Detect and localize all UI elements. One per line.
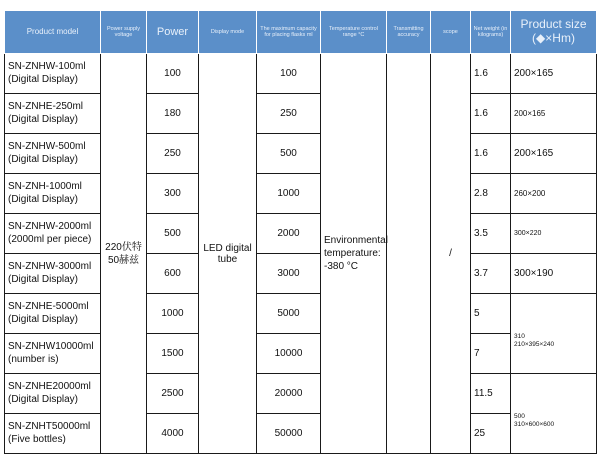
header-power: Power	[147, 11, 199, 54]
model-cell: SN-ZNHW-3000ml (Digital Display)	[5, 254, 101, 294]
table-row	[5, 54, 597, 94]
display-cell: LED digital tube	[199, 54, 257, 454]
capacity-cell: 50000	[257, 414, 321, 454]
capacity-cell: 100	[257, 54, 321, 94]
capacity-cell: 2000	[257, 214, 321, 254]
table-row	[5, 134, 597, 174]
table-row	[5, 214, 597, 254]
power-cell: 4000	[147, 414, 199, 454]
weight-cell: 3.7	[471, 254, 511, 294]
table-row	[5, 414, 597, 454]
weight-cell: 1.6	[471, 54, 511, 94]
weight-cell: 2.8	[471, 174, 511, 214]
capacity-cell: 500	[257, 134, 321, 174]
capacity-cell: 20000	[257, 374, 321, 414]
model-cell: SN-ZNHE-5000ml (Digital Display)	[5, 294, 101, 334]
size-note-b-top: 500	[514, 412, 525, 420]
spec-table-wrapper	[0, 10, 600, 454]
spec-table	[4, 10, 597, 454]
table-row	[5, 174, 597, 214]
power-cell: 180	[147, 94, 199, 134]
capacity-cell: 3000	[257, 254, 321, 294]
model-cell: SN-ZNHW-100ml (Digital Display)	[5, 54, 101, 94]
power-cell: 1000	[147, 294, 199, 334]
model-cell: SN-ZNHW-500ml (Digital Display)	[5, 134, 101, 174]
weight-cell: 25	[471, 414, 511, 454]
weight-cell: 3.5	[471, 214, 511, 254]
size-cell: 260×200	[511, 174, 597, 214]
capacity-cell: 250	[257, 94, 321, 134]
size-cell: 200×165	[511, 54, 597, 94]
size-note-a-bottom: 210×395×240	[514, 340, 555, 348]
header-accuracy: Transmitting accuracy	[387, 11, 431, 54]
size-note-b-bottom: 310×600×600	[514, 420, 555, 428]
weight-cell: 11.5	[471, 374, 511, 414]
table-row	[5, 294, 597, 334]
size-cell-merged-b	[511, 374, 597, 454]
size-cell: 200×165	[511, 94, 597, 134]
header-weight: Net weight (in kilograms)	[471, 11, 511, 54]
model-cell: SN-ZNH-1000ml (Digital Display)	[5, 174, 101, 214]
power-cell: 300	[147, 174, 199, 214]
scope-cell: /	[431, 54, 471, 454]
table-row	[5, 254, 597, 294]
size-cell: 300×190	[511, 254, 597, 294]
capacity-cell: 1000	[257, 174, 321, 214]
size-cell-merged-a	[511, 294, 597, 374]
accuracy-cell	[387, 54, 431, 454]
size-cell: 200×165	[511, 134, 597, 174]
header-capacity: The maximum capacity for placing flasks ml	[257, 11, 321, 54]
table-row	[5, 94, 597, 134]
power-cell: 2500	[147, 374, 199, 414]
power-cell: 250	[147, 134, 199, 174]
weight-cell: 7	[471, 334, 511, 374]
header-display: Display mode	[199, 11, 257, 54]
power-cell: 100	[147, 54, 199, 94]
model-cell: SN-ZNHT50000ml (Five bottles)	[5, 414, 101, 454]
capacity-cell: 10000	[257, 334, 321, 374]
table-row	[5, 374, 597, 414]
table-row	[5, 334, 597, 374]
weight-cell: 1.6	[471, 94, 511, 134]
model-cell: SN-ZNHW-2000ml (2000ml per piece)	[5, 214, 101, 254]
temp-range-cell: Environmental temperature: -380 °C	[321, 54, 387, 454]
header-temp-range: Temperature control range °C	[321, 11, 387, 54]
model-cell: SN-ZNHW10000ml (number is)	[5, 334, 101, 374]
power-cell: 500	[147, 214, 199, 254]
size-note-a-top: 310	[514, 332, 525, 340]
power-cell: 600	[147, 254, 199, 294]
header-model: Product model	[5, 11, 101, 54]
size-cell: 300×220	[511, 214, 597, 254]
capacity-cell: 5000	[257, 294, 321, 334]
model-cell: SN-ZNHE20000ml (Digital Display)	[5, 374, 101, 414]
header-row	[5, 11, 597, 54]
power-cell: 1500	[147, 334, 199, 374]
header-scope: scope	[431, 11, 471, 54]
voltage-cell: 220伏特 50赫兹	[101, 54, 147, 454]
model-cell: SN-ZNHE-250ml (Digital Display)	[5, 94, 101, 134]
header-size: Product size (◆×Hm)	[511, 11, 597, 54]
header-voltage: Power supply voltage	[101, 11, 147, 54]
weight-cell: 1.6	[471, 134, 511, 174]
weight-cell: 5	[471, 294, 511, 334]
